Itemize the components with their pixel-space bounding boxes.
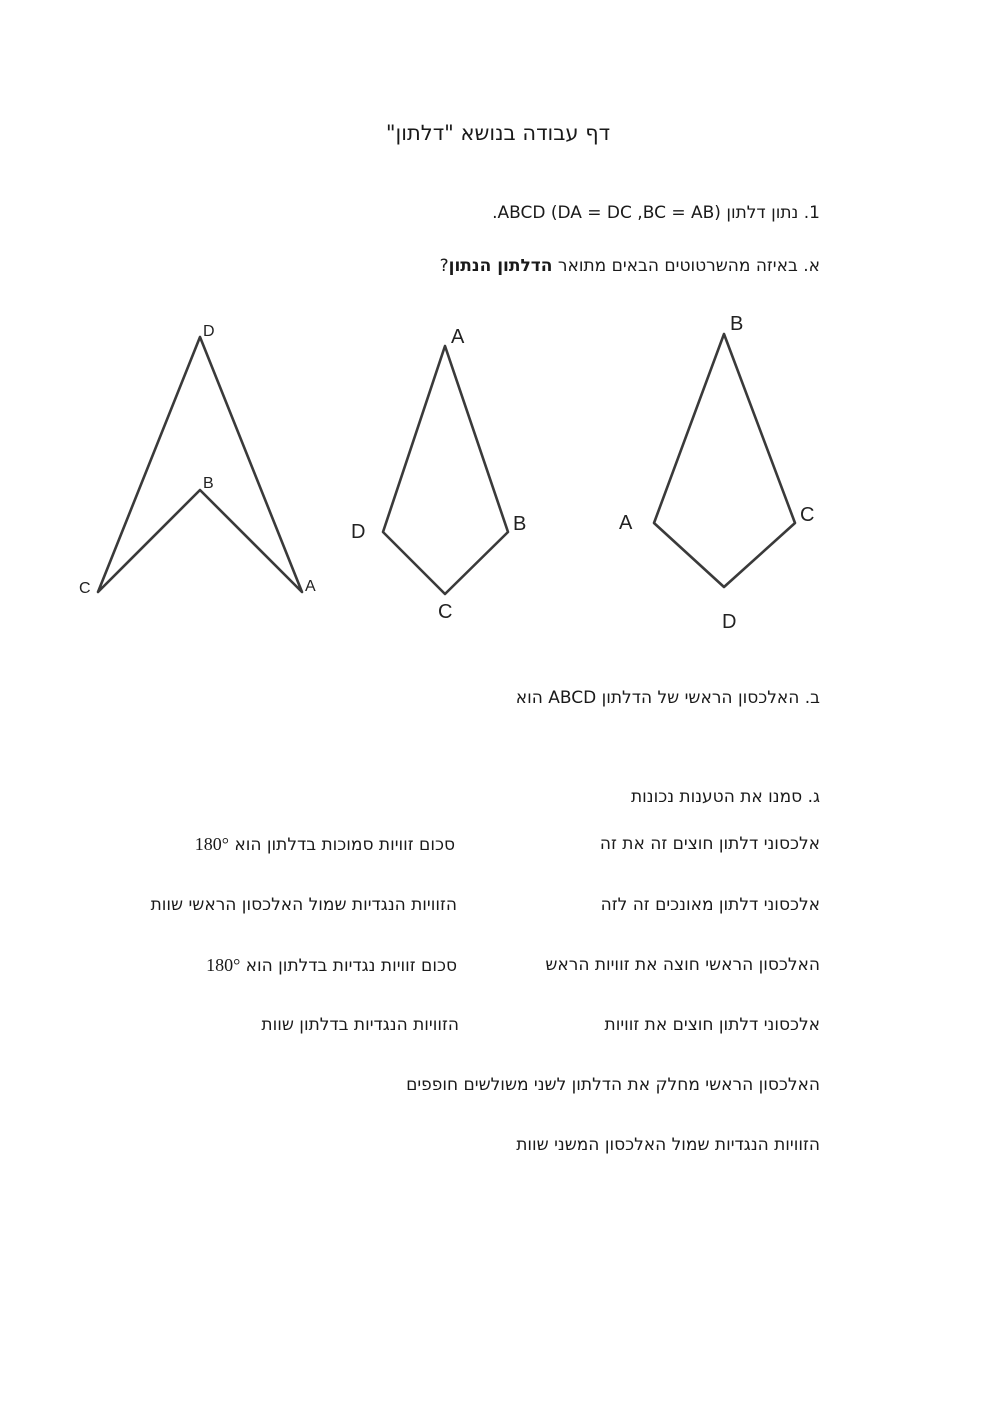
figure-2-label-c: C (438, 601, 453, 623)
figure-1-concave-kite (79, 323, 316, 597)
statement-r2-right[interactable]: אלכסוני דלתון מאונכים זה לזה (600, 895, 820, 915)
part-c-text: סמנו את הטענות נכונות (630, 787, 803, 807)
page-title: דף עבודה בנושא "דלתון" (385, 121, 611, 145)
statement-r3-right[interactable]: האלכסון הראשי חוצה את זוויות הראש (545, 955, 820, 975)
part-c-letter: ג. (807, 787, 820, 807)
figure-3-kite (619, 313, 814, 633)
statement-r1-left-text: סכום זוויות סמוכות בדלתון הוא (234, 835, 455, 855)
statement-r4-right[interactable]: אלכסוני דלתון חוצים את זוויות (604, 1015, 820, 1035)
figure-3-label-c: C (800, 504, 815, 526)
figure-1-label-a: A (305, 578, 316, 595)
part-a-text: באיזה מהשרטוטים הבאים מתואר (552, 256, 798, 276)
figure-3-label-d: D (722, 611, 737, 633)
statement-r3-left-degrees: 180° (206, 955, 241, 975)
question-1-text: נתון דלתון ABCD (DA = DC ,BC = AB). (492, 203, 799, 223)
kite-figures (0, 0, 1000, 700)
figure-1-label-c: C (79, 580, 91, 597)
figure-2-shape[interactable] (383, 346, 508, 594)
figure-2-kite (351, 326, 526, 623)
figure-2-label-a: A (451, 326, 465, 348)
part-b-letter: ב. (804, 688, 820, 708)
figure-1-label-d: D (203, 323, 215, 340)
figure-3-label-b: B (730, 313, 744, 335)
figure-1-shape[interactable] (98, 337, 302, 592)
part-b-text: האלכסון הראשי של הדלתון ABCD הוא (515, 688, 800, 708)
part-a-end: ? (439, 256, 449, 276)
figure-1-label-b: B (203, 475, 214, 492)
figure-2-label-d: D (351, 521, 366, 543)
statement-r3-left-text: סכום זוויות נגדיות בדלתון הוא (245, 956, 457, 976)
question-1-number: 1. (803, 203, 820, 223)
figure-3-label-a: A (619, 512, 633, 534)
statement-r4-left[interactable]: הזוויות הנגדיות בדלתון שוות (261, 1015, 459, 1035)
statement-r5[interactable]: האלכסון הראשי מחלק את הדלתון לשני משולשים חופפים (406, 1075, 820, 1095)
statement-r3-left[interactable] (206, 955, 457, 976)
part-a-bold-text: הדלתון הנתון (448, 256, 553, 276)
statement-r6[interactable]: הזוויות הנגדיות שמול האלכסון המשני שוות (516, 1135, 820, 1155)
statement-r1-right[interactable]: אלכסוני דלתון חוצים זה את זה (599, 834, 820, 854)
statement-r1-left[interactable] (195, 834, 455, 855)
figure-2-label-b: B (513, 513, 527, 535)
figure-3-shape[interactable] (654, 334, 795, 587)
statement-r1-left-degrees: 180° (194, 834, 229, 854)
part-c-question (631, 787, 820, 807)
part-a-letter: א. (803, 256, 820, 276)
part-b-question (516, 688, 820, 708)
statement-r2-left[interactable]: הזוויות הנגדיות שמול האלכסון הראשי שוות (150, 895, 457, 915)
